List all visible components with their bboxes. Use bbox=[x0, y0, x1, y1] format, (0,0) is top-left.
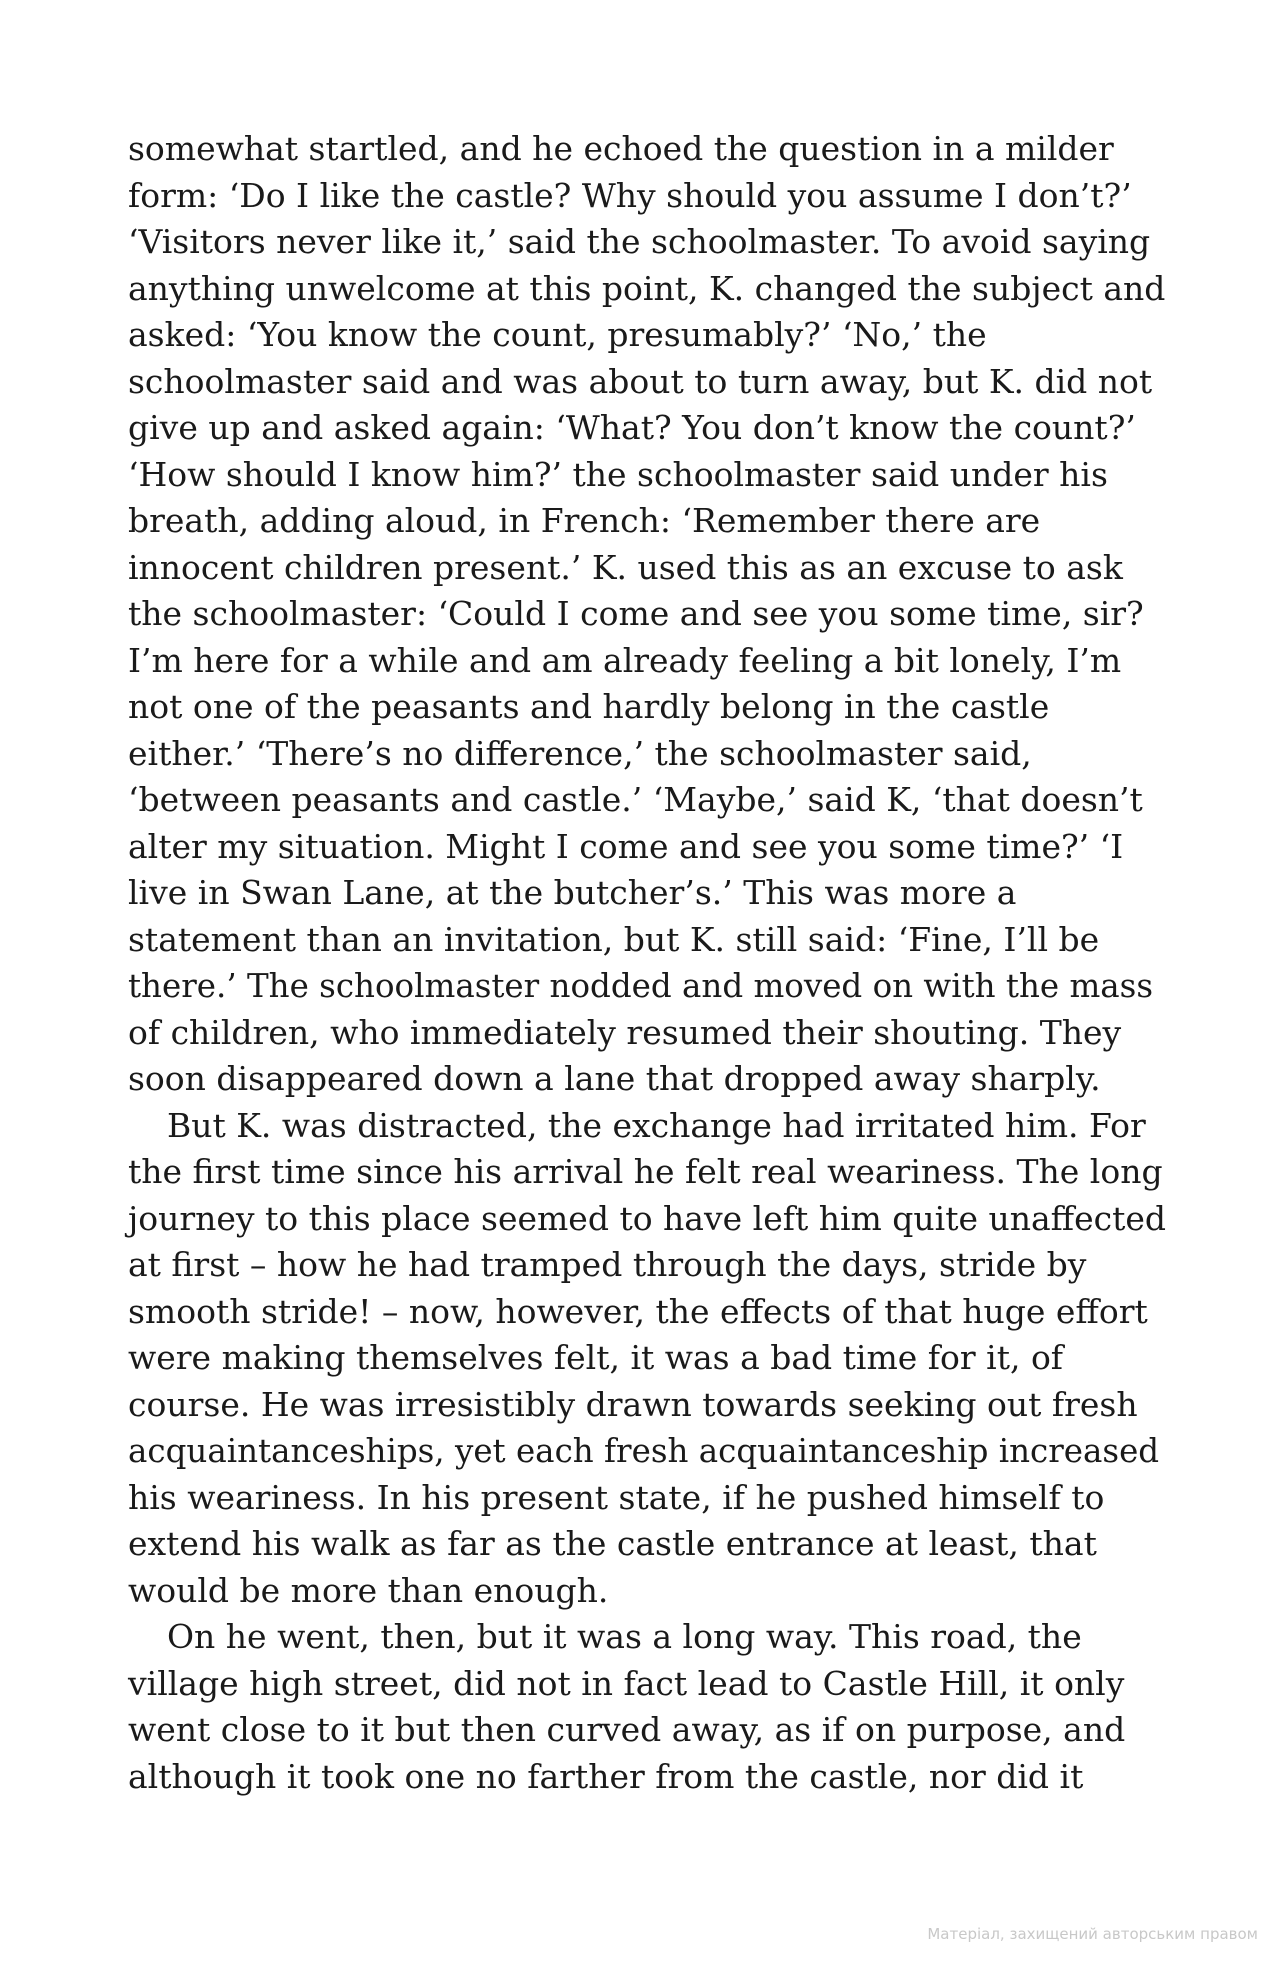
text-line: there.’ The schoolmaster nodded and moved on with the mass bbox=[128, 967, 1154, 1005]
text-line: at first – how he had tramped through the days, stride by bbox=[128, 1245, 1087, 1284]
text-line: On he went, then, but it was a long way. This road, the bbox=[167, 1617, 1082, 1656]
text-line: the first time since his arrival he felt real weariness. The long bbox=[128, 1152, 1163, 1191]
text-line: ‘between peasants and castle.’ ‘Maybe,’ said K, ‘that doesn’t bbox=[128, 780, 1143, 819]
text-line: schoolmaster said and was about to turn away, but K. did not bbox=[128, 361, 1153, 401]
text-line: form: ‘Do I like the castle? Why should you assume I don’t?’ bbox=[128, 175, 1132, 215]
text-line: I’m here for a while and am already feeling a bit lonely, I’m bbox=[128, 640, 1122, 680]
copyright-watermark: Матеріал, захищений авторським правом bbox=[927, 1925, 1258, 1943]
text-line: although it took one no farther from the castle, nor did it bbox=[128, 1756, 1084, 1796]
text-line: his weariness. In his present state, if he pushed himself to bbox=[128, 1477, 1105, 1517]
text-line: not one of the peasants and hardly belong in the castle bbox=[128, 687, 1050, 726]
text-line: course. He was irresistibly drawn towards seeking out fresh bbox=[128, 1384, 1138, 1424]
text-line: acquaintanceships, yet each fresh acquaintanceship increased bbox=[128, 1432, 1160, 1470]
text-line: ‘How should I know him?’ the schoolmaster said under his bbox=[128, 454, 1108, 494]
text-line: soon disappeared down a lane that dropped away sharply. bbox=[128, 1059, 1101, 1098]
text-line: would be more than enough. bbox=[128, 1570, 609, 1610]
text-line: were making themselves felt, it was a bad time for it, of bbox=[128, 1338, 1064, 1377]
book-page-text bbox=[128, 126, 1168, 1800]
text-line: statement than an invitation, but K. still said: ‘Fine, I’ll be bbox=[128, 919, 1100, 959]
text-line: somewhat startled, and he echoed the question in a milder bbox=[128, 129, 1114, 168]
text-line: live in Swan Lane, at the butcher’s.’ This was more a bbox=[128, 873, 1017, 912]
text-line: of children, who immediately resumed their shouting. They bbox=[128, 1012, 1122, 1052]
text-line: innocent children present.’ K. used this as an excuse to ask bbox=[128, 547, 1123, 587]
text-line: ‘Visitors never like it,’ said the schoolmaster. To avoid saying bbox=[128, 222, 1151, 261]
text-line: smooth stride! – now, however, the effects of that huge effort bbox=[128, 1291, 1148, 1331]
text-line: breath, adding aloud, in French: ‘Remember there are bbox=[128, 501, 1041, 540]
text-line: either.’ ‘There’s no difference,’ the schoolmaster said, bbox=[128, 733, 1032, 773]
text-line: But K. was distracted, the exchange had irritated him. For bbox=[167, 1105, 1146, 1145]
text-line: give up and asked again: ‘What? You don’t know the count?’ bbox=[128, 408, 1136, 447]
text-line: extend his walk as far as the castle entrance at least, that bbox=[128, 1524, 1097, 1563]
text-line: alter my situation. Might I come and see you some time?’ ‘I bbox=[128, 826, 1124, 866]
text-line: journey to this place seemed to have left him quite unaffected bbox=[128, 1198, 1167, 1238]
text-line: anything unwelcome at this point, K. changed the subject and bbox=[128, 268, 1166, 308]
text-line: asked: ‘You know the count, presumably?’ ‘No,’ the bbox=[128, 315, 987, 354]
text-line: village high street, did not in fact lead to Castle Hill, it only bbox=[128, 1663, 1125, 1703]
text-line: the schoolmaster: ‘Could I come and see you some time, sir? bbox=[128, 594, 1144, 633]
text-line: went close to it but then curved away, as if on purpose, and bbox=[128, 1710, 1126, 1749]
